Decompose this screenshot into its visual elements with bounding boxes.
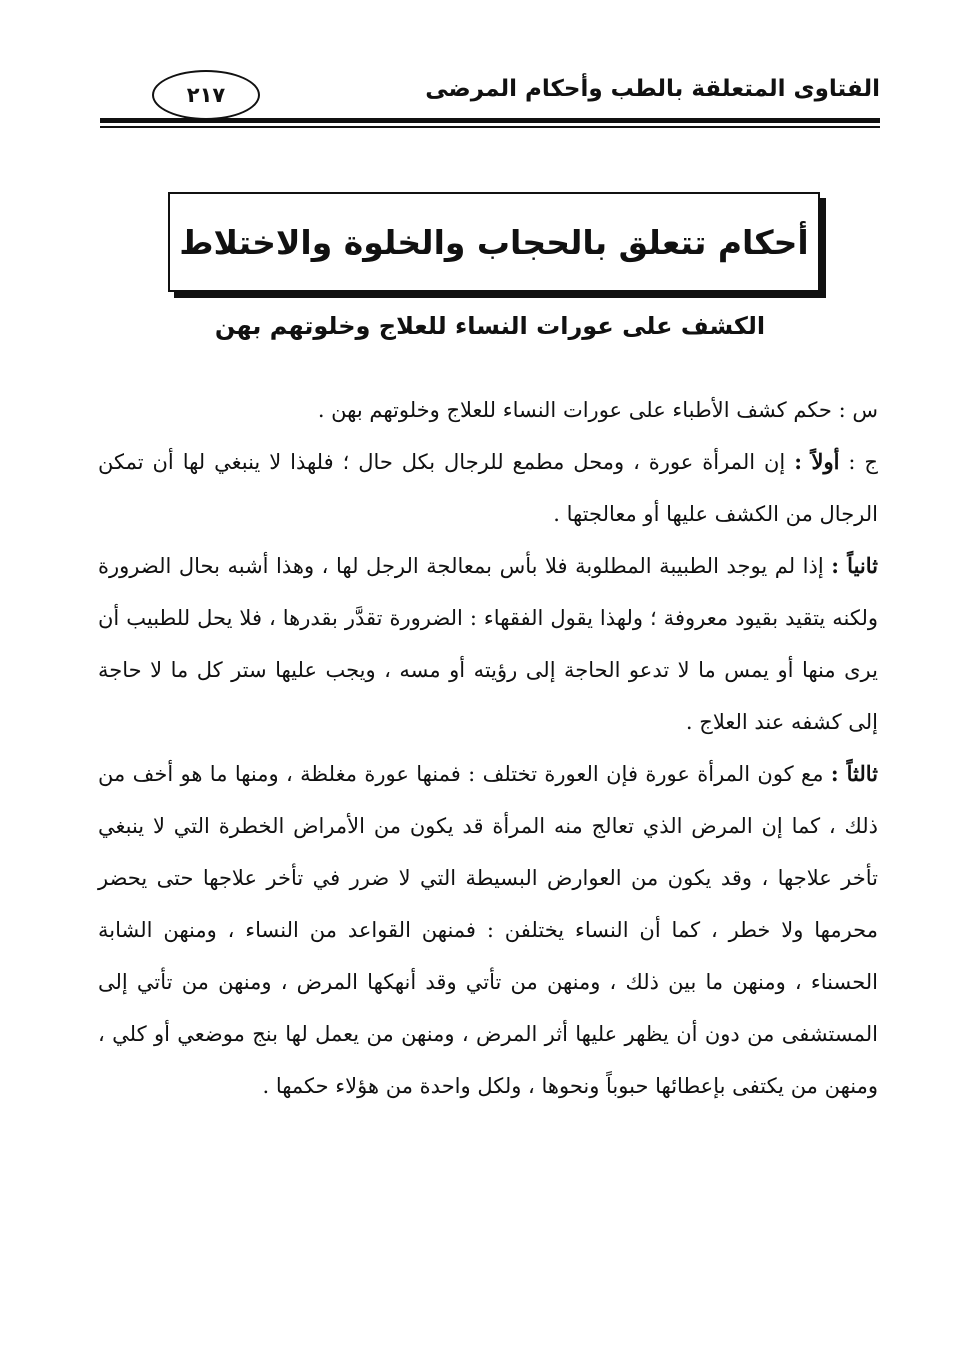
second-point-label: ثانياً : [831, 553, 878, 578]
answer-first-paragraph [98, 436, 878, 540]
answer-label: ج : [848, 450, 878, 474]
header-rule-thin [100, 126, 880, 128]
running-title: الفتاوى المتعلقة بالطب وأحكام المرضى [425, 76, 880, 102]
answer-second-paragraph [98, 540, 878, 748]
question-text: حكم كشف الأطباء على عورات النساء للعلاج وخلوتهم بهن . [317, 398, 832, 422]
answer-third-paragraph [98, 748, 878, 1112]
page-number: ٢١٧ [152, 70, 260, 120]
body-text [98, 384, 878, 1112]
question-paragraph [98, 384, 878, 436]
first-point-text: إن المرأة عورة ، ومحل مطمع للرجال بكل حال ؛ فلهذا لا ينبغي لها أن تمكن الرجال من الكشف عليها أو معالجتها . [98, 450, 878, 526]
section-title: الكشف على عورات النساء للعلاج وخلوتهم بهن [214, 312, 766, 340]
question-label: س : [838, 398, 878, 422]
third-point-label: ثالثاً : [830, 761, 878, 786]
third-point-text: مع كون المرأة عورة فإن العورة تختلف : فمنها عورة مغلظة ، ومنها ما هو أخف من ذلك ، كما إن المرض الذي تعالج منه المرأة قد يكون من الأمراض الخطرة التي لا ينبغي تأخر علاجها ، وقد يكون من العوارض البسيطة التي لا ضرر في تأخر علاجها حتى يحضر محرمها ولا خطر ، كما أن النساء يختلفن : فمنهن القواعد من النساء ، ومنهن الشابة الحسناء ، ومنهن ما بين ذلك ، ومنهن من تأتي وقد أنهكها المرض ، ومنهن من تأتي إلى المستشفى من دون أن يظهر عليها أثر المرض ، ومنهن من يعمل لها بنج موضعي أو كلي ، ومنهن من يكتفى بإعطائها حبوباً ونحوها ، ولكل واحدة من هؤلاء حكمها . [98, 762, 878, 1098]
chapter-title: أحكام تتعلق بالحجاب والخلوة والاختلاط [179, 222, 809, 262]
chapter-title-box [168, 192, 820, 292]
page-header [100, 70, 880, 130]
second-point-text: إذا لم يوجد الطبيبة المطلوبة فلا بأس بمعالجة الرجل لها ، وهذا أشبه بحال الضرورة ولكنه يتقيد بقيود معروفة ؛ ولهذا يقول الفقهاء : الضرورة تقدَّر بقدرها ، فلا يحل للطبيب أن يرى منها أو يمس ما لا تدعو الحاجة إلى رؤيته أو مسه ، ويجب عليها ستر كل ما لا حاجة إلى كشفه عند العلاج . [98, 554, 878, 734]
first-point-label: أولاً : [794, 449, 840, 474]
